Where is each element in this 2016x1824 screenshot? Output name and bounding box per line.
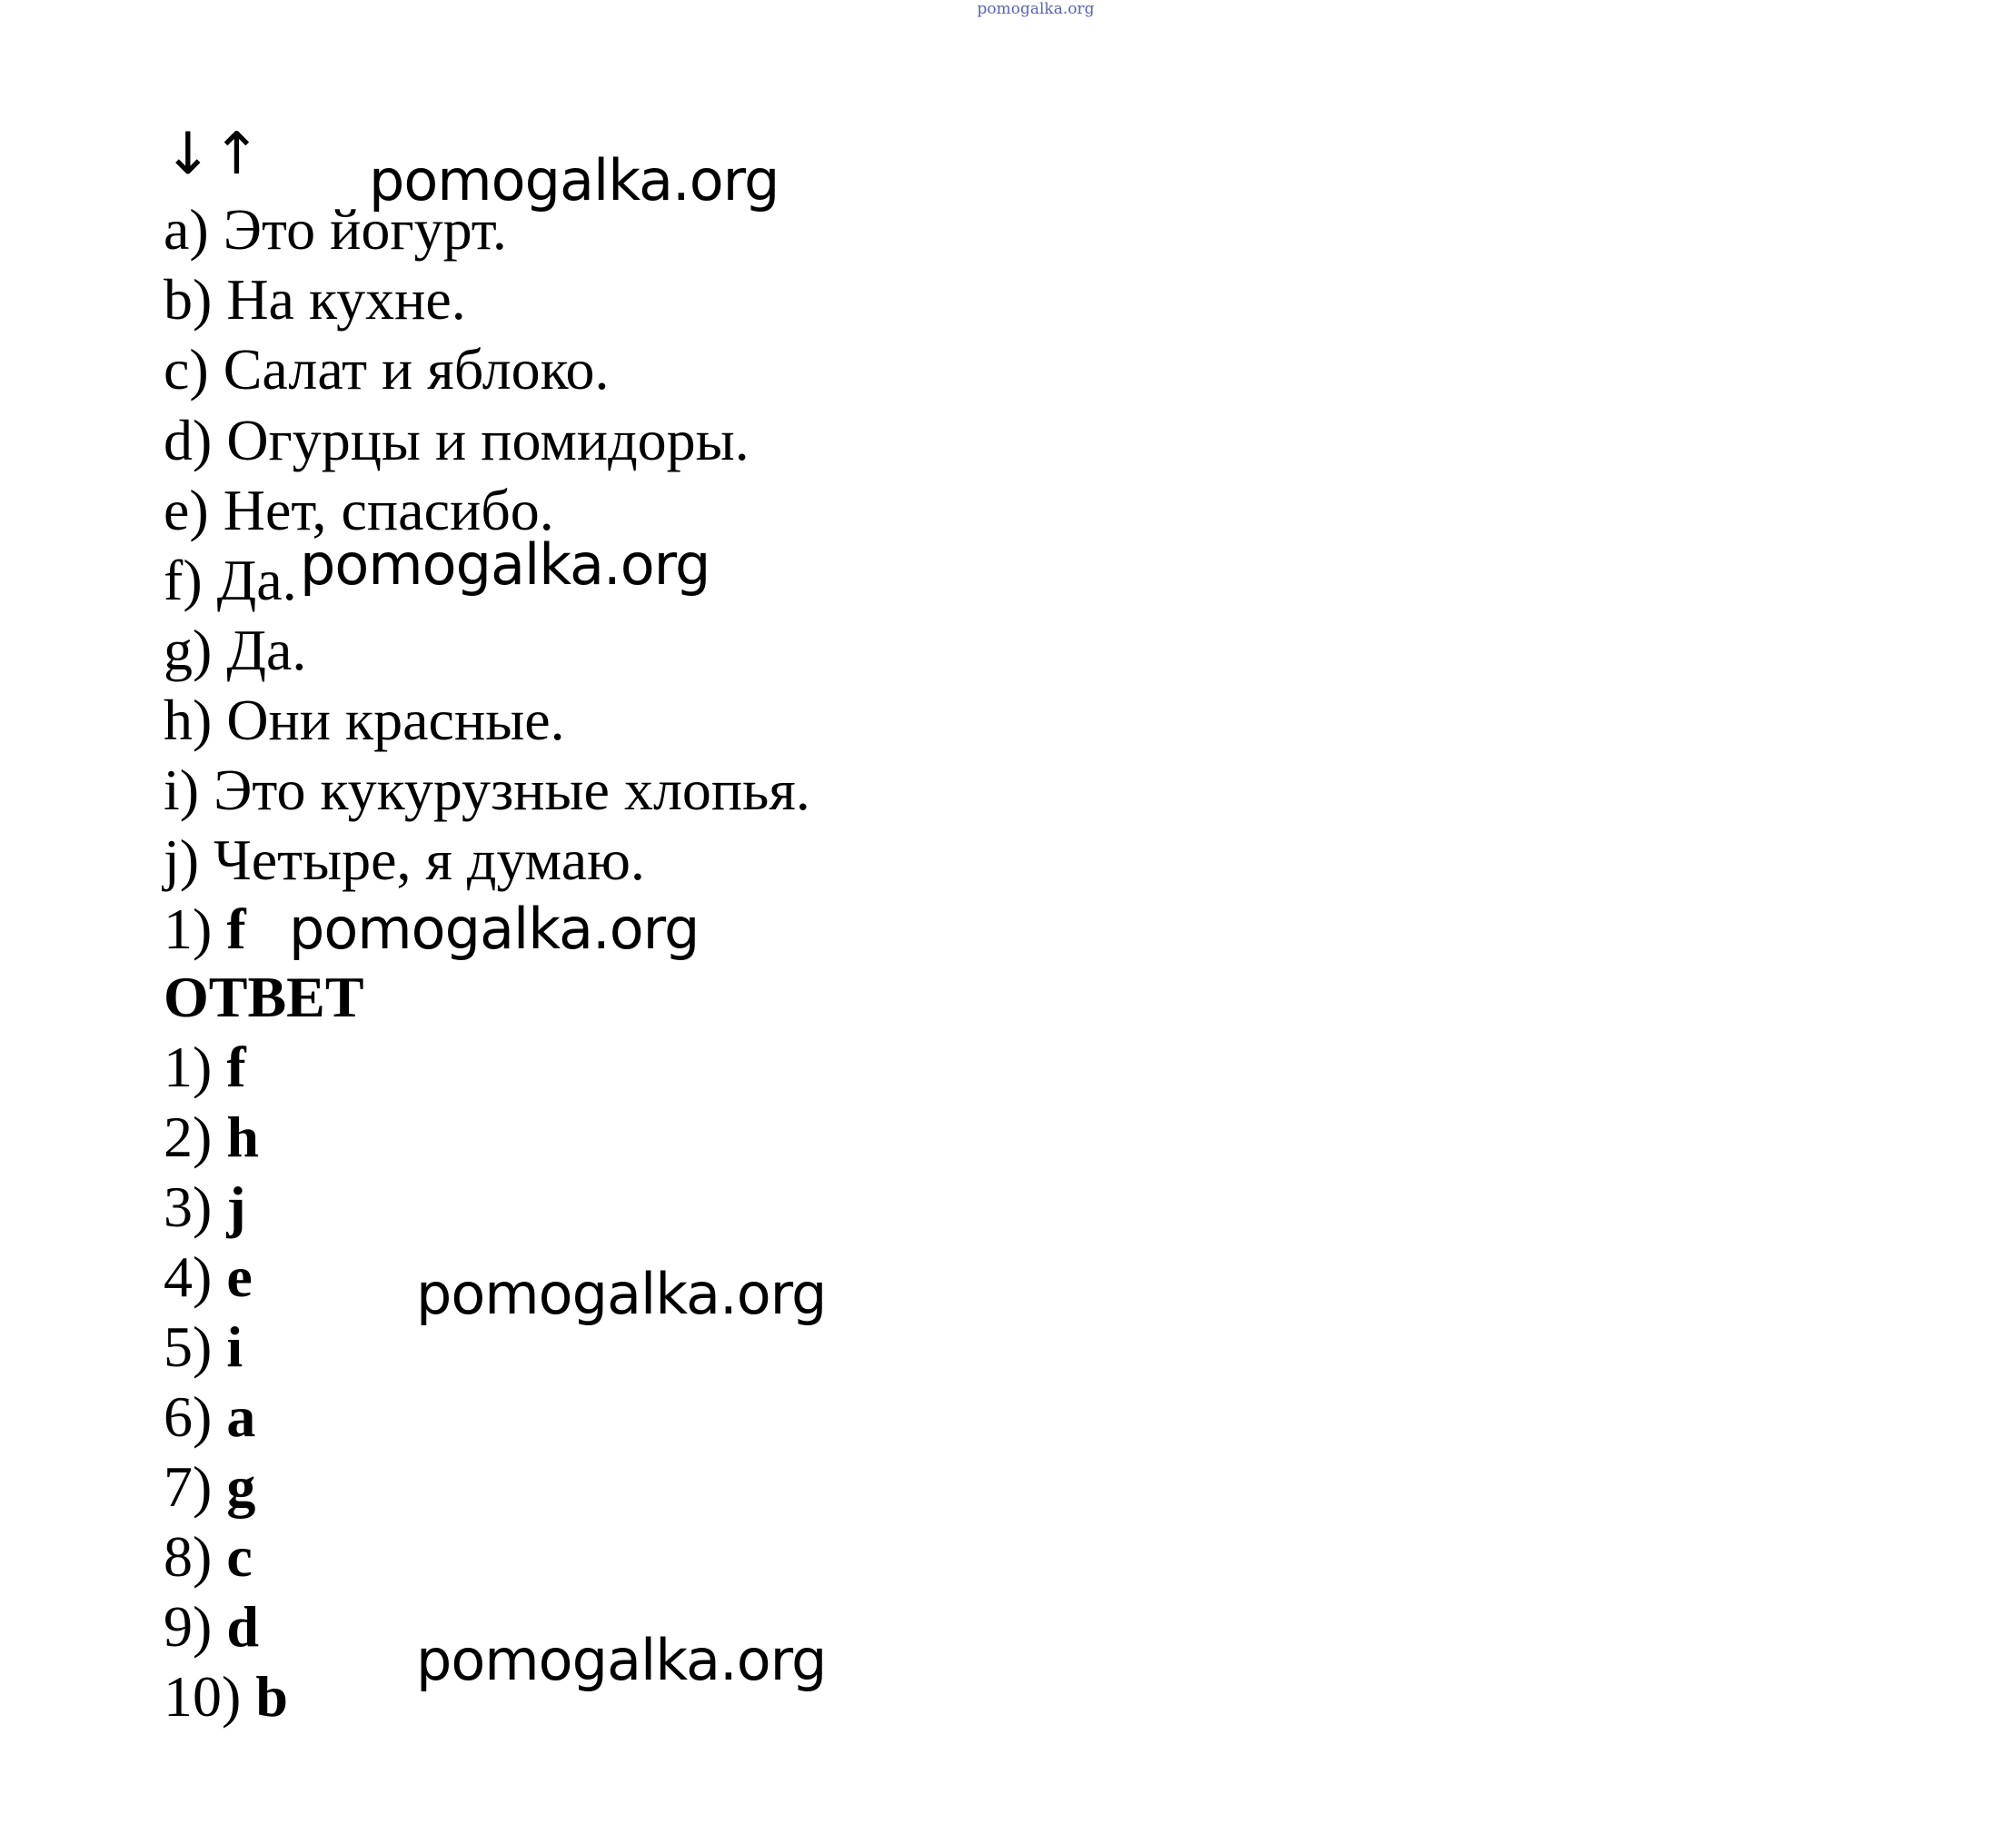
phrase-text: Они красные. — [226, 688, 565, 752]
answer-value: b — [255, 1664, 288, 1729]
phrase-label: i) — [164, 758, 200, 822]
watermark: pomogalka.org — [289, 896, 700, 962]
answer-label: 6) — [164, 1384, 213, 1449]
phrase-label: e) — [164, 478, 209, 542]
answer-line-5 — [164, 1315, 243, 1379]
phrase-line-f — [164, 549, 297, 612]
phrase-label: g) — [164, 618, 213, 682]
site-header[interactable]: pomogalka.org — [977, 0, 1095, 18]
phrase-label: j) — [164, 828, 200, 892]
answer-label: 5) — [164, 1314, 213, 1379]
phrase-label: h) — [164, 688, 213, 752]
phrase-text: Это йогурт. — [223, 197, 507, 262]
answer-value: h — [226, 1105, 259, 1169]
answer-line-7 — [164, 1455, 255, 1519]
example-label: 1) — [164, 897, 213, 961]
answer-value: f — [226, 1035, 246, 1099]
example-value: f — [226, 897, 246, 961]
answer-line-2 — [164, 1105, 259, 1169]
answer-value: d — [226, 1594, 259, 1659]
answer-label: 7) — [164, 1454, 213, 1519]
answer-label: 1) — [164, 1035, 213, 1099]
phrase-line-d — [164, 409, 750, 472]
arrows-icon: ↓↑ — [164, 121, 262, 188]
phrase-text: Четыре, я думаю. — [214, 828, 645, 892]
phrase-line-g — [164, 619, 306, 682]
answer-line-3 — [164, 1175, 246, 1239]
phrase-label: b) — [164, 267, 213, 332]
watermark: pomogalka.org — [416, 1627, 827, 1693]
phrase-text: Это кукурузные хлопья. — [214, 758, 810, 822]
phrase-text: Да. — [226, 618, 307, 682]
answer-value: j — [226, 1175, 246, 1239]
phrase-line-c — [164, 338, 609, 401]
phrase-line-i — [164, 758, 810, 822]
answer-line-6 — [164, 1385, 255, 1449]
answer-label: 4) — [164, 1244, 213, 1309]
answer-line-4 — [164, 1245, 253, 1309]
phrase-label: d) — [164, 408, 213, 472]
phrase-label: f) — [164, 548, 203, 612]
phrase-text: Нет, спасибо. — [223, 478, 554, 542]
phrase-line-j — [164, 828, 645, 892]
answer-value: a — [226, 1384, 256, 1449]
answer-label: 3) — [164, 1175, 213, 1239]
example-line — [164, 897, 246, 961]
phrase-text: Салат и яблоко. — [223, 337, 610, 401]
answer-value: i — [226, 1314, 243, 1379]
watermark: pomogalka.org — [369, 147, 780, 213]
phrase-label: c) — [164, 337, 209, 401]
answer-heading: ОТВЕТ — [164, 965, 364, 1029]
phrase-line-h — [164, 689, 565, 752]
answer-value: e — [226, 1244, 253, 1309]
phrase-line-b — [164, 268, 466, 332]
phrase-text: Да. — [216, 548, 297, 612]
answer-label: 8) — [164, 1524, 213, 1589]
phrase-text: Огурцы и помидоры. — [226, 408, 750, 472]
answer-label: 2) — [164, 1105, 213, 1169]
answer-line-1 — [164, 1036, 246, 1099]
answer-line-8 — [164, 1525, 253, 1589]
answer-label: 10) — [164, 1664, 242, 1729]
answer-value: c — [226, 1524, 253, 1589]
phrase-text: На кухне. — [226, 267, 466, 332]
phrase-label: a) — [164, 197, 209, 262]
answer-label: 9) — [164, 1594, 213, 1659]
watermark: pomogalka.org — [300, 531, 710, 598]
answer-line-10 — [164, 1665, 288, 1729]
answer-line-9 — [164, 1595, 259, 1659]
watermark: pomogalka.org — [416, 1261, 827, 1327]
answer-value: g — [226, 1454, 256, 1519]
